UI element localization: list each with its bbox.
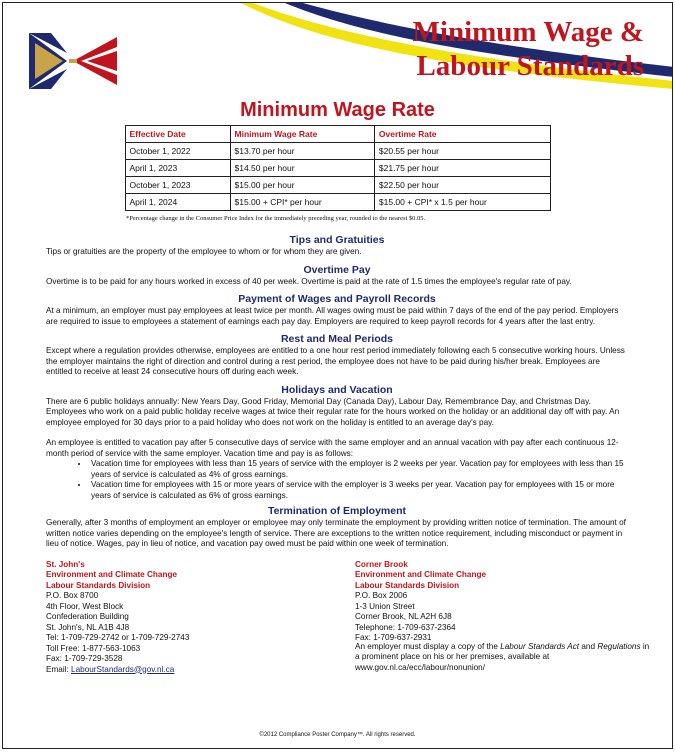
table-cell: October 1, 2022 [125,143,230,160]
title-line-1: Minimum Wage & [412,16,644,48]
table-header: Overtime Rate [374,126,550,143]
table-cell: $21.75 per hour [374,160,550,177]
tips-heading: Tips and Gratuities [289,234,385,246]
notice-act: Labour Standards Act [500,641,580,651]
poster [2,2,673,749]
rest-text: Except where a regulation provides otherwise, employees are entitled to a one hour rest period immediately following each 5 consecutive working hours. Unless the employer maintains the right of direction and control during a rest period, the employee does not have to be paid during his/her break. Employees are entitled to receive at least 24 consecutive hours off during each week. [46,346,625,376]
table-cell: $15.00 + CPI* per hour [230,194,374,211]
table-row [125,160,550,177]
cornerbrook-office [355,560,486,644]
rate-title: Minimum Wage Rate [240,99,435,121]
office-line: Tel: 1-709-729-2742 or 1-709-729-2743 [46,633,190,642]
vacation-list [46,459,628,501]
office-line: Corner Brook, NL A2H 6J8 [355,612,452,621]
title-line-2: Labour Standards [416,50,644,82]
copyright: ©2012 Compliance Poster Company™. All rights reserved. [259,732,416,738]
notice-part2: and [579,641,598,651]
notice-part1: An employer must display a copy of the [355,641,501,651]
table-cell: $15.00 per hour [230,177,374,194]
email-link[interactable]: LabourStandards@gov.nl.ca [71,664,175,674]
table-cell: $20.55 per hour [374,143,550,160]
termination-text: Generally, after 3 months of employment an employer or employee may only terminate the employment by providing written notice of termination. The amount of written notice varies depending on the employee's length of service. There are exceptions to the written notice requirement, including misconduct or payment in lieu of notice. Wages, pay in lieu of notice, and vacation pay owed must be paid within one week of termination. [46,518,626,548]
office-line: Fax: 1-709-729-3528 [46,654,123,663]
poster-title [413,15,644,83]
vacation-text: An employee is entitled to vacation pay after 5 consecutive days of service with the same employer and an annual vacation with pay after each continuous 12-month period of service with the same employer. Vacation time and pay is as follows: [46,438,619,458]
table-row [125,177,550,194]
contact-info [46,559,650,680]
table-row [125,143,550,160]
email-line [46,665,189,676]
table-cell: $13.70 per hour [230,143,374,160]
tips-text: Tips or gratuities are the property of the employee to whom or for whom they are given. [46,247,362,256]
list-item: • Vacation time for employees with 15 or more years of service with the employer is 3 weeks per year. Vacation pay for employees with 15 or more years of service is calculated as 6% of gross earnings. [89,480,628,501]
table-cell: October 1, 2023 [125,177,230,194]
office-line: Telephone: 1-709-637-2364 [355,622,456,632]
table-header-row [125,126,550,143]
office-city: Corner Brook [355,559,408,569]
table-cell: April 1, 2024 [125,194,230,211]
office-line: Toll Free: 1-877-563-1063 [46,643,141,653]
holidays-heading: Holidays and Vacation [281,383,393,396]
table-cell: April 1, 2023 [125,160,230,177]
notice-part3: in a prominent place on his or her premises, available at www.gov.nl.ca/ecc/labour/nonunion/ [355,641,650,672]
table-cell: $14.50 per hour [230,160,374,177]
display-notice [355,642,655,674]
termination-heading: Termination of Employment [267,505,407,517]
header [3,3,672,98]
office-line: St. John's, NL A1B 4J8 [46,622,130,632]
office-line: 1-3 Union Street [355,601,415,611]
office-division: Labour Standards Division [355,580,460,590]
overtime-text: Overtime is to be paid for any hours worked in excess of 40 per week. Overtime is paid at the rate of 1.5 times the employee's regular rate of pay. [46,276,572,286]
table-header: Minimum Wage Rate [230,126,374,143]
office-city: St. John's [46,559,85,569]
table-cell: $15.00 + CPI* x 1.5 per hour [374,194,550,211]
cpi-footnote: *Percentage change in the Consumer Price Index for the immediately preceding year, rounded to the nearest $0.05. [126,215,426,222]
office-dept: Environment and Climate Change [355,570,487,579]
office-division: Labour Standards Division [46,580,151,590]
rest-heading: Rest and Meal Periods [280,333,394,345]
office-line: P.O. Box 2006 [355,591,408,600]
list-item: • Vacation time for employees with less than 15 years of service with the employer is 2 weeks per year. Vacation pay for employees with less than 15 years of service is calculated as 4% of gross earnings. [89,459,628,480]
payment-text: At a minimum, an employer must pay employees at least twice per month. All wages owing must be paid within 7 days of the end of the pay period. Employers are required to issue to employees a statement of earnings each pay day. Employers are required to keep payroll records for 4 years after the last entry. [46,306,619,326]
notice-regs: Regulations [597,641,641,651]
stjohns-office [46,560,189,676]
overtime-heading: Overtime Pay [303,263,371,276]
body-sections [3,234,672,680]
table-row [125,194,550,211]
office-line: Fax: 1-709-637-2931 [355,633,432,642]
office-dept: Environment and Climate Change [46,570,178,579]
newfoundland-flag-icon [29,33,117,89]
office-line: P.O. Box 8700 [46,591,99,600]
email-label: Email: [46,664,72,674]
table-cell: $22.50 per hour [374,177,550,194]
office-line: Confederation Building [46,612,129,621]
payment-heading: Payment of Wages and Payroll Records [238,293,436,305]
table-header: Effective Date [125,126,230,143]
holidays-text: There are 6 public holidays annually: New Years Day, Good Friday, Memorial Day (Canada Day), Labour Day, Remembrance Day, and Christmas Day. Employees who work on a paid public holiday receive wages at twice their regular rate for the hours worked on the holiday or an additional day off with pay. An employee employed for 30 days prior to a paid holiday who does not work on the holiday is entitled to an average day's pay. [46,396,620,427]
office-line: 4th Floor, West Block [46,601,124,611]
rates-table [125,125,551,211]
